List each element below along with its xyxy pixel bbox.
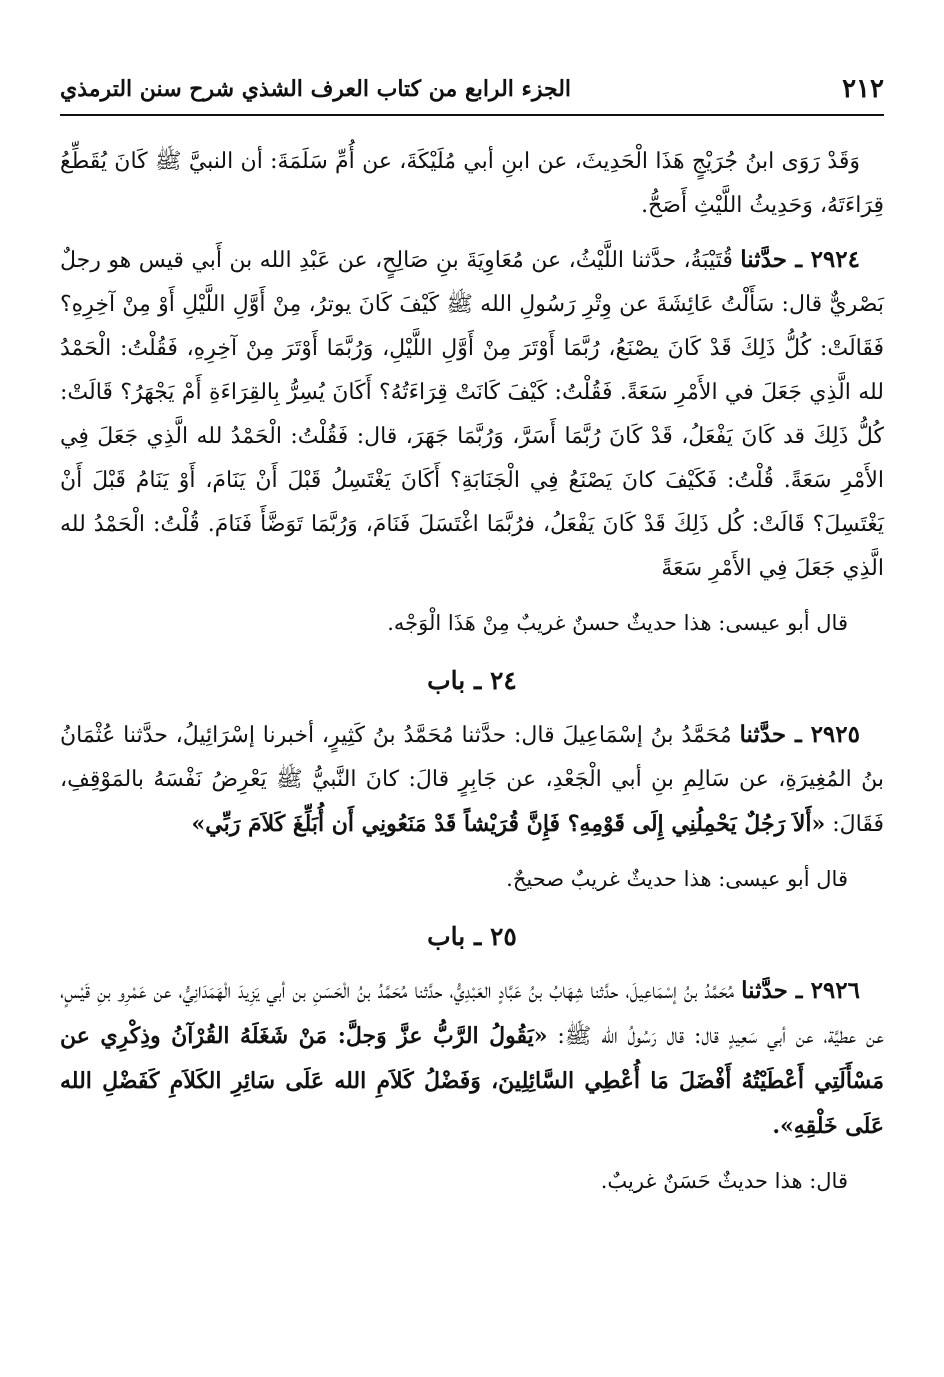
prophetic-quote-2925: «أَلاَ رَجُلٌ يَحْمِلُنِي إِلَى قَوْمِهِ؟ فَإِنَّ قُرَيْشاً قَدْ مَنَعُونِي أَن أُبَلِّغَ كَلاَمَ رَبِّي» — [191, 811, 826, 837]
hadith-number-2925: ٢٩٢٥ ـ حدَّثنا — [739, 721, 860, 748]
page-number: ٢١٢ — [842, 74, 884, 104]
hadith-number-2926: ٢٩٢٦ ـ حدَّثنا — [741, 977, 860, 1004]
grading-note-2925: قال أبو عيسى: هذا حديثٌ غريبٌ صحيحٌ. — [506, 867, 848, 891]
intro-paragraph — [60, 140, 884, 228]
chapter-heading-25: ٢٥ ـ باب — [427, 922, 517, 951]
hadith-text-2926: مُحَمَّدُ بنُ إسْمَاعِيلَ، حدَّثنا شِهَابُ بنُ عَبَّادٍ العَبْدِيُّ، حدَّثنا مُحَمَّدُ بنُ الْحَسَنِ بن أبي يَزِيدَ الْهَمَدَانِيُّ، عن عَمْرِو بنِ قَيْسٍ، عن عطيَّة، عن أبي سَعِيدٍ قال: قال رَسُولُ الله ﷺ: — [60, 979, 885, 1049]
hadith-number-2924: ٢٩٢٤ ـ حدَّثنا — [740, 246, 860, 273]
hadith-text-2925: مُحَمَّدُ بنُ إسْمَاعِيلَ قال: حدَّثنا مُحَمَّدُ بنُ كَثِيرٍ، أخبرنا إسْرَائِيلُ، حدَّثنا عُثْمَانُ بنُ المُغِيرَةِ، عن سَالِمِ بنِ أبي الْجَعْدِ، عن جَابِرٍ قالَ: كانَ النَّبيُّ ﷺ يَعْرِضُ نَفْسَهُ بالمَوْقِفِ، فَقَالَ: — [60, 723, 884, 837]
hadith-2926 — [60, 969, 884, 1149]
page-header — [60, 70, 884, 116]
prophetic-quote-2926: «يَقُولُ الرَّبُّ عزَّ وَجلَّ: مَنْ شَغَلَهُ القُرْآنُ وذِكْرِي عن مَسْأَلَتِي أَعْطَيْتُهُ أَفْضَلَ مَا أُعْطِي السَّائِلِينَ، وَفَضْلُ كَلاَمِ الله عَلَى سَائِرِ الكَلاَمِ كَفَضْلِ الله عَلَى خَلْقِهِ». — [60, 1023, 884, 1139]
intro-text: وَقَدْ رَوَى ابنُ جُرَيْجٍ هَذَا الْحَدِيثَ، عن ابنِ أبي مُلَيْكَةَ، عن أُمِّ سَلَمَةَ: أن النبيَّ ﷺ كَانَ يُقَطِّعُ قِرَاءَتَهُ، وَحَدِيثُ اللَّيْثِ أَصَحُّ. — [60, 149, 884, 218]
running-title: الجزء الرابع من كتاب العرف الشذي شرح سنن الترمذي — [60, 76, 572, 102]
hadith-text-2924: قُتَيْبَةُ، حدَّثنا اللَّيْثُ، عن مُعَاوِيَةَ بنِ صَالِحٍ، عن عَبْدِ الله بن أَبي قيس هو رجلٌ بَصْريٌّ قال: سَأَلْتُ عَائِشَةَ عن وِتْرِ رَسُولِ الله ﷺ كَيْفَ كَانَ يوترُ، مِنْ أَوَّلِ اللَّيْلِ أَوْ مِنْ آخِرِهِ؟ فَقَالَتْ: كُلُّ ذَلِكَ قَدْ كَانَ يصْنَعُ، رُبَّمَا أَوْتَرَ مِنْ أَوَّلِ اللَّيْلِ، وَرُبَّمَا أَوْتَرَ مِنْ آخِرِهِ، فَقُلْتُ: الْحَمْدُ لله الَّذِي جَعَلَ في الأَمْرِ سَعَةً. فَقُلْتُ: كَيْفَ كَانَتْ قِرَاءَتُهُ؟ أَكَانَ يُسِرُّ بِالقِرَاءَةِ أَمْ يَجْهَرُ؟ قَالَتْ: كُلُّ ذَلِكَ قد كَانَ يَفْعَلُ، قَدْ كَانَ رُبَّمَا أَسَرَّ، وَرُبَّمَا جَهَرَ، قال: فَقُلْتُ: الْحَمْدُ لله الَّذِي جَعَلَ فِي الأَمْرِ سَعَةً. قُلْتُ: فَكَيْفَ كانَ يَصْنَعُ فِي الْجَنَابَةِ؟ أَكَانَ يَغْتَسِلُ قَبْلَ أَنْ يَنَامَ، أَوْ يَنَامُ قَبْلَ أَنْ يَغْتَسِلَ؟ قَالَتْ: كُل ذَلِكَ قَدْ كَانَ يَفْعَلُ، فرُبَّمَا اغْتَسَلَ فَنَامَ، وَرُبَّمَا تَوَضَّأَ فَنَامَ. قُلْتُ: الْحَمْدُ لله الَّذِي جَعَلَ فِي الأَمْرِ سَعَةً — [60, 248, 884, 581]
page-body — [60, 140, 884, 1217]
grading-note-2926: قال: هذا حديثٌ حَسَنٌ غريبٌ. — [600, 1169, 848, 1193]
grading-note-2924: قال أبو عيسى: هذا حديثٌ حسنٌ غريبٌ مِنْ هَذَا الْوَجْه. — [387, 611, 848, 635]
hadith-2924 — [60, 238, 884, 591]
hadith-2925 — [60, 713, 884, 847]
chapter-heading-24: ٢٤ ـ باب — [427, 666, 517, 695]
